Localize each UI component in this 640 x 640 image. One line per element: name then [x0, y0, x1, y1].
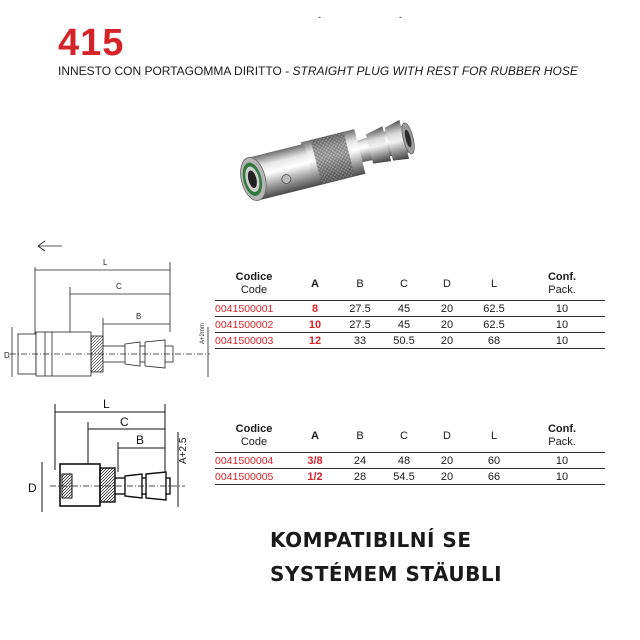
table-row: 0041500001 8 27.5 45 20 62.5 10 [215, 301, 605, 317]
product-code: 415 [58, 22, 125, 64]
dim-label-B: B [136, 312, 142, 321]
compat-line-2: SYSTÉMEM STÄUBLI [270, 562, 503, 586]
col-header-pack: Conf. Pack. [547, 271, 577, 296]
col-header-l: L [490, 429, 498, 442]
dim-label-D: D [28, 481, 37, 495]
table-row: 0041500002 10 27.5 45 20 62.5 10 [215, 317, 605, 333]
table-row: 0041500003 12 33 50.5 20 68 10 [215, 333, 605, 349]
technical-drawing-2 [0, 392, 215, 522]
dim-label-C: C [116, 282, 122, 291]
col-header-c: C [400, 277, 408, 290]
col-header-a: A [311, 429, 319, 442]
col-header-code: Codice Code [235, 271, 273, 296]
table-row: 0041500004 3/8 24 48 20 60 10 [215, 453, 605, 469]
col-header-b: B [356, 277, 364, 290]
col-header-d: D [443, 429, 451, 442]
top-marks: -- [318, 12, 480, 22]
dim-label-L: L [103, 397, 110, 411]
dim-label-C: C [120, 415, 129, 429]
product-subtitle: INNESTO CON PORTAGOMMA DIRITTO - STRAIGHT PLUG WITH REST FOR RUBBER HOSE [58, 64, 578, 78]
table-row: 0041500005 1/2 28 54.5 20 66 10 [215, 469, 605, 485]
col-header-d: D [443, 277, 451, 290]
dim-label-D: D [4, 351, 10, 360]
col-header-c: C [400, 429, 408, 442]
subtitle-italian: INNESTO CON PORTAGOMMA DIRITTO [58, 64, 282, 78]
table-header-row [215, 420, 605, 453]
col-header-b: B [356, 429, 364, 442]
table-header-row [215, 268, 605, 301]
dim-label-B: B [136, 433, 145, 447]
col-header-pack: Conf. Pack. [547, 423, 577, 448]
col-header-l: L [490, 277, 498, 290]
spec-table-2 [215, 420, 605, 485]
dim-label-A: A+2.5 [178, 437, 189, 464]
dim-label-A: A+2mm [200, 323, 206, 344]
subtitle-english: STRAIGHT PLUG WITH REST FOR RUBBER HOSE [292, 64, 578, 78]
dim-label-L: L [103, 258, 108, 267]
arrow-left-icon [38, 241, 62, 251]
compat-line-1: KOMPATIBILNÍ SE [270, 528, 472, 552]
technical-drawing-1 [0, 232, 215, 382]
product-photo [222, 110, 422, 220]
col-header-code: Codice Code [235, 423, 273, 448]
spec-table-1 [215, 268, 605, 349]
col-header-a: A [311, 277, 319, 290]
